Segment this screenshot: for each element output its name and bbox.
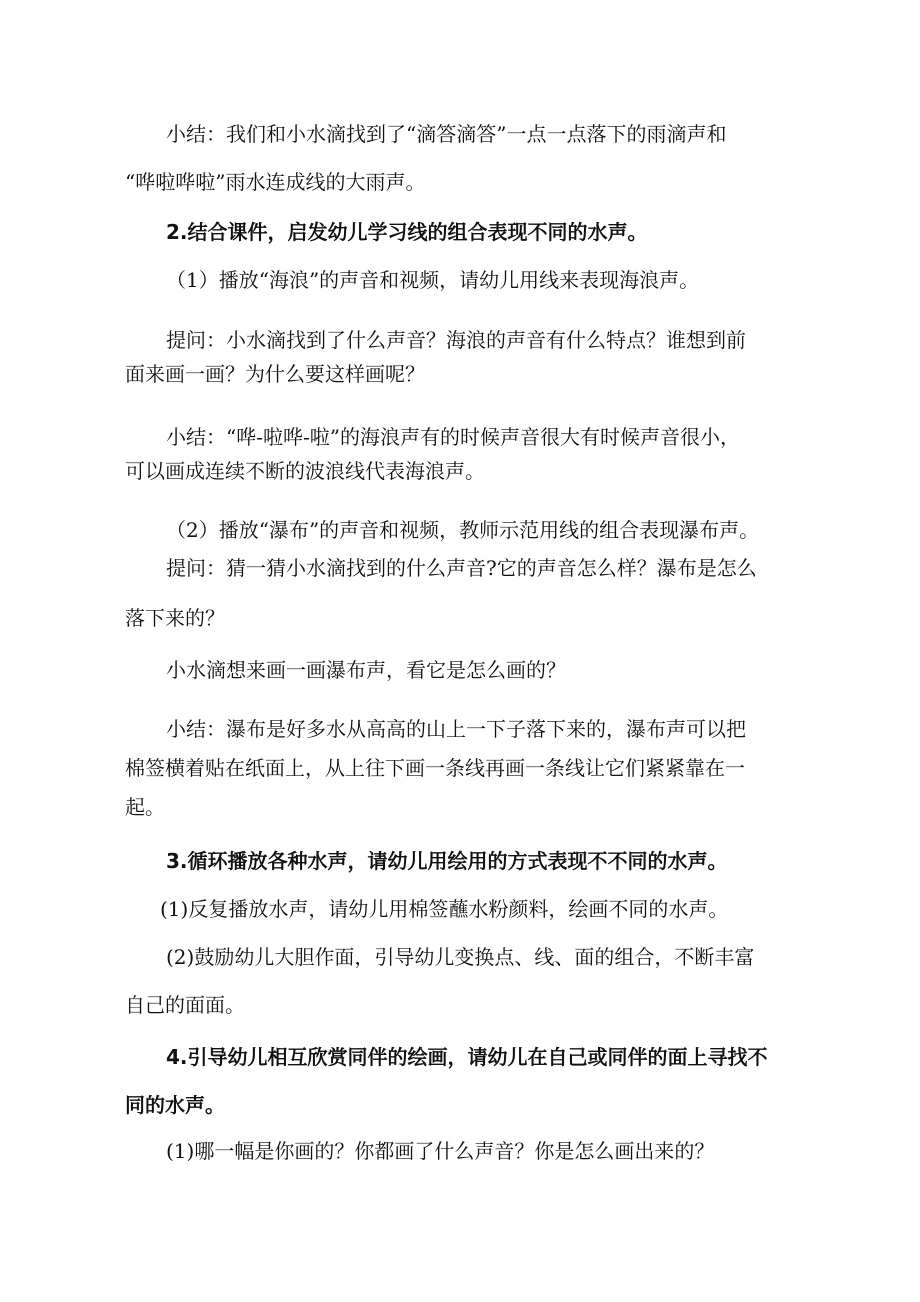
waterfall-demo-line: 小水滴想来画一画瀑布声，看它是怎么画的？: [166, 658, 566, 682]
question-wave-line-1: 提问：小水滴找到了什么声音？海浪的声音有什么特点？谁想到前: [166, 328, 746, 352]
step-4-item-1: (1)哪一幅是你画的？你都画了什么声音？你是怎么画出来的？: [166, 1139, 715, 1163]
question-wave-line-2: 面来画一画？为什么要这样画呢？: [125, 362, 425, 386]
summary-waterfall-line-1: 小结：瀑布是好多水从高高的山上一下子落下来的，瀑布声可以把: [166, 717, 746, 741]
summary-wave-line-2: 可以画成连续不断的波浪线代表海浪声。: [125, 459, 485, 483]
step-2-item-2: （2）播放“瀑布”的声音和视频，教师示范用线的组合表现瀑布声。: [166, 518, 760, 542]
step-3-item-2-line-2: 自己的面面。: [125, 993, 245, 1017]
step-3-item-1: (1)反复播放水声，请幼儿用棉签蘸水粉颜料，绘画不同的水声。: [160, 897, 729, 921]
step-3-item-2-line-1: (2)鼓励幼儿大胆作面，引导幼儿变换点、线、面的组合，不断丰富: [166, 945, 755, 969]
summary-raindrop-line-1: 小结：我们和小水滴找到了“滴答滴答”一点一点落下的雨滴声和: [166, 122, 727, 146]
summary-waterfall-line-2: 棉签横着贴在纸面上，从上往下画一条线再画一条线让它们紧紧靠在一: [125, 756, 745, 780]
step-3-heading: 3.循环播放各种水声，请幼儿用绘用的方式表现不不同的水声。: [166, 849, 728, 873]
summary-wave-line-1: 小结：“哗-啦哗-啦”的海浪声有的时候声音很大有时候声音很小，: [166, 425, 740, 449]
step-4-heading-line-2: 同的水声。: [125, 1093, 225, 1117]
summary-raindrop-line-2: “哗啦哗啦”雨水连成线的大雨声。: [125, 170, 426, 194]
question-waterfall-line-2: 落下来的？: [125, 606, 225, 630]
step-2-heading: 2.结合课件，启发幼儿学习线的组合表现不同的水声。: [166, 220, 648, 244]
step-2-item-1: （1）播放“海浪”的声音和视频，请幼儿用线来表现海浪声。: [166, 268, 700, 292]
summary-waterfall-line-3: 起。: [125, 795, 165, 819]
step-4-heading-line-1: 4.引导幼儿相互欣赏同伴的绘画，请幼儿在自己或同伴的面上寻找不: [166, 1045, 768, 1069]
question-waterfall-line-1: 提问：猜一猜小水滴找到的什么声音?它的声音怎么样？瀑布是怎么: [166, 556, 757, 580]
